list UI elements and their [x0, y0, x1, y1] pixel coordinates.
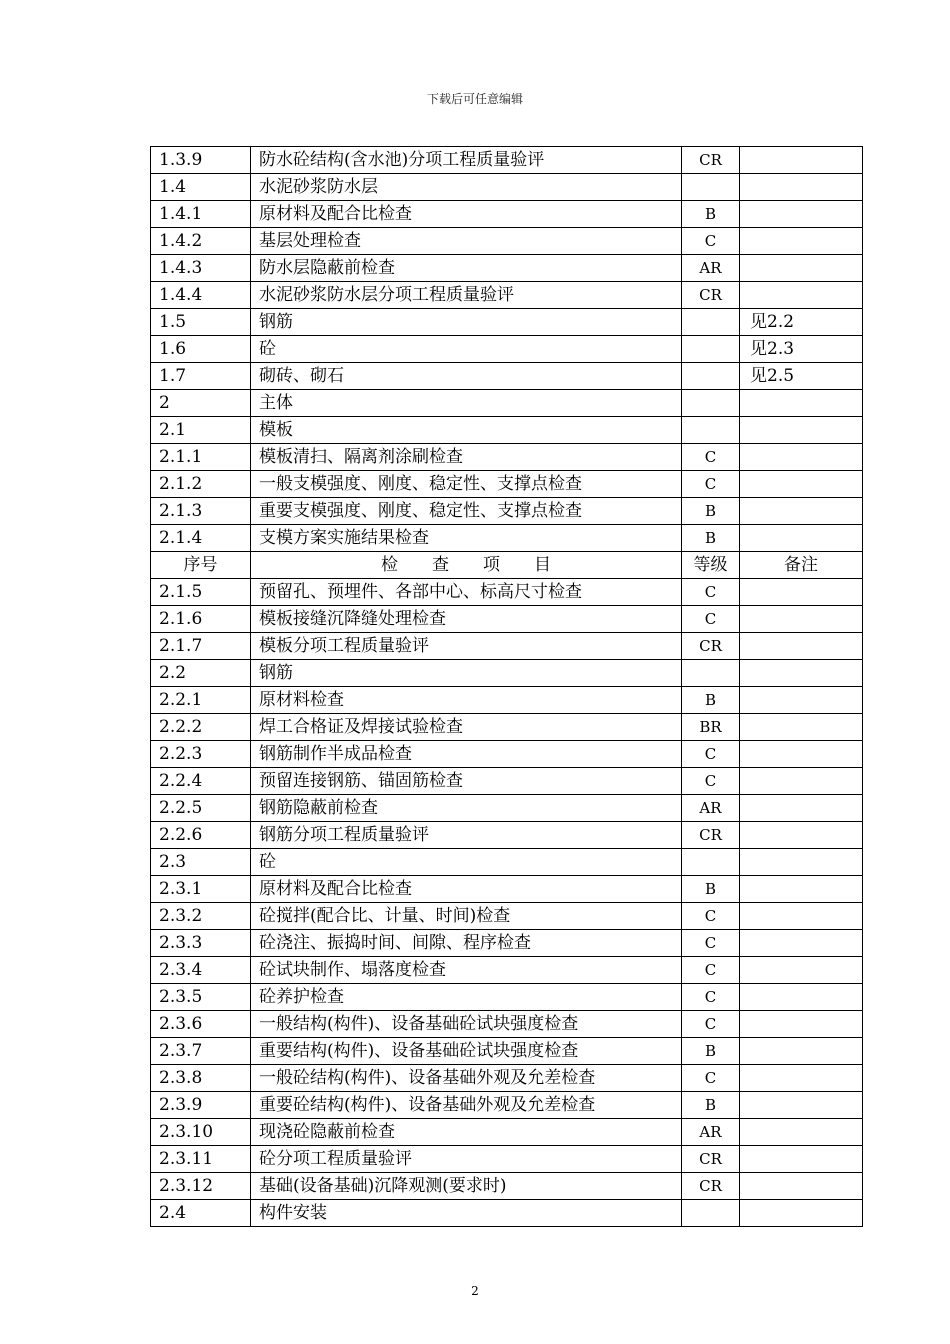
cell-grade: B: [682, 525, 740, 552]
cell-grade: [682, 417, 740, 444]
table-row: [151, 768, 863, 795]
cell-note: [740, 1119, 863, 1146]
cell-note: 见2.2: [740, 309, 863, 336]
cell-note: [740, 633, 863, 660]
cell-grade: C: [682, 606, 740, 633]
table-row: [151, 660, 863, 687]
cell-number: 2.1.5: [151, 579, 251, 606]
table-row: [151, 1200, 863, 1227]
cell-item: 主体: [251, 390, 682, 417]
table-row: [151, 903, 863, 930]
cell-item: 防水砼结构(含水池)分项工程质量验评: [251, 147, 682, 174]
cell-note: [740, 1200, 863, 1227]
cell-item: 水泥砂浆防水层分项工程质量验评: [251, 282, 682, 309]
table-row: [151, 309, 863, 336]
cell-number: 2.3.5: [151, 984, 251, 1011]
cell-number: 2.3.4: [151, 957, 251, 984]
cell-item: 模板清扫、隔离剂涂刷检查: [251, 444, 682, 471]
cell-item: 模板: [251, 417, 682, 444]
cell-grade: C: [682, 984, 740, 1011]
cell-number: 2.3.8: [151, 1065, 251, 1092]
cell-grade: [682, 849, 740, 876]
cell-item: 构件安装: [251, 1200, 682, 1227]
cell-number: 2.2.2: [151, 714, 251, 741]
cell-number: 2.1.7: [151, 633, 251, 660]
cell-item: 一般砼结构(构件)、设备基础外观及允差检查: [251, 1065, 682, 1092]
cell-note: [740, 768, 863, 795]
cell-grade: AR: [682, 1119, 740, 1146]
cell-item: 砼浇注、振捣时间、间隙、程序检查: [251, 930, 682, 957]
cell-number: 2.3.1: [151, 876, 251, 903]
table-row: [151, 741, 863, 768]
table-row: [151, 1119, 863, 1146]
cell-note: [740, 930, 863, 957]
cell-item: 砌砖、砌石: [251, 363, 682, 390]
cell-note: [740, 498, 863, 525]
cell-note: [740, 903, 863, 930]
table-row: [151, 687, 863, 714]
cell-item: 基础(设备基础)沉降观测(要求时): [251, 1173, 682, 1200]
cell-item: 一般结构(构件)、设备基础砼试块强度检查: [251, 1011, 682, 1038]
cell-grade: 等级: [682, 552, 740, 579]
cell-item: 砼养护检查: [251, 984, 682, 1011]
cell-item: 砼搅拌(配合比、计量、时间)检查: [251, 903, 682, 930]
cell-grade: C: [682, 1065, 740, 1092]
cell-number: 2.3.7: [151, 1038, 251, 1065]
table-row: [151, 822, 863, 849]
cell-note: [740, 1038, 863, 1065]
cell-note: [740, 1173, 863, 1200]
cell-number: 2.1.2: [151, 471, 251, 498]
cell-number: 2.2: [151, 660, 251, 687]
table-row: [151, 714, 863, 741]
cell-number: 2.3.12: [151, 1173, 251, 1200]
cell-grade: C: [682, 903, 740, 930]
table-body: [151, 147, 863, 1227]
cell-grade: CR: [682, 1146, 740, 1173]
cell-number: 1.7: [151, 363, 251, 390]
cell-number: 2.2.1: [151, 687, 251, 714]
cell-grade: B: [682, 876, 740, 903]
cell-item: 原材料及配合比检查: [251, 201, 682, 228]
table-row: [151, 849, 863, 876]
cell-item: 预留连接钢筋、锚固筋检查: [251, 768, 682, 795]
cell-number: 2: [151, 390, 251, 417]
cell-note: [740, 282, 863, 309]
table-row: [151, 984, 863, 1011]
cell-number: 2.3.10: [151, 1119, 251, 1146]
cell-grade: [682, 390, 740, 417]
table-row: [151, 1038, 863, 1065]
cell-note: [740, 147, 863, 174]
cell-item: 现浇砼隐蔽前检查: [251, 1119, 682, 1146]
table-header-row: [151, 552, 863, 579]
table-row: [151, 390, 863, 417]
cell-number: 2.1.3: [151, 498, 251, 525]
cell-number: 2.3.3: [151, 930, 251, 957]
cell-grade: C: [682, 1011, 740, 1038]
cell-note: [740, 471, 863, 498]
cell-item: 防水层隐蔽前检查: [251, 255, 682, 282]
cell-note: [740, 201, 863, 228]
cell-grade: C: [682, 579, 740, 606]
cell-note: [740, 228, 863, 255]
table-row: [151, 606, 863, 633]
table-row: [151, 633, 863, 660]
cell-note: [740, 822, 863, 849]
cell-number: 1.4.4: [151, 282, 251, 309]
cell-note: 见2.5: [740, 363, 863, 390]
cell-note: [740, 606, 863, 633]
cell-grade: [682, 1200, 740, 1227]
cell-grade: CR: [682, 633, 740, 660]
cell-number: 序号: [151, 552, 251, 579]
table-row: [151, 525, 863, 552]
cell-number: 2.3: [151, 849, 251, 876]
cell-grade: C: [682, 228, 740, 255]
cell-item: 水泥砂浆防水层: [251, 174, 682, 201]
cell-note: [740, 174, 863, 201]
cell-note: [740, 795, 863, 822]
table-row: [151, 201, 863, 228]
table-row: [151, 147, 863, 174]
table-row: [151, 498, 863, 525]
table-row: [151, 417, 863, 444]
table-row: [151, 876, 863, 903]
cell-number: 2.3.2: [151, 903, 251, 930]
cell-item: 检 查 项 目: [251, 552, 682, 579]
cell-item: 钢筋分项工程质量验评: [251, 822, 682, 849]
cell-number: 2.3.6: [151, 1011, 251, 1038]
table-row: [151, 579, 863, 606]
cell-grade: AR: [682, 795, 740, 822]
cell-number: 2.1: [151, 417, 251, 444]
cell-note: 备注: [740, 552, 863, 579]
cell-number: 2.2.3: [151, 741, 251, 768]
cell-number: 2.2.5: [151, 795, 251, 822]
table-row: [151, 1173, 863, 1200]
cell-note: [740, 1146, 863, 1173]
cell-note: [740, 525, 863, 552]
cell-grade: C: [682, 957, 740, 984]
cell-item: 钢筋: [251, 309, 682, 336]
cell-grade: C: [682, 471, 740, 498]
table-row: [151, 1092, 863, 1119]
cell-number: 2.3.11: [151, 1146, 251, 1173]
cell-grade: C: [682, 444, 740, 471]
cell-grade: CR: [682, 147, 740, 174]
cell-item: 模板分项工程质量验评: [251, 633, 682, 660]
cell-item: 钢筋: [251, 660, 682, 687]
table-row: [151, 228, 863, 255]
table-row: [151, 336, 863, 363]
table-row: [151, 1011, 863, 1038]
cell-grade: C: [682, 768, 740, 795]
table-row: [151, 795, 863, 822]
table-row: [151, 363, 863, 390]
cell-item: 钢筋制作半成品检查: [251, 741, 682, 768]
cell-note: [740, 1065, 863, 1092]
cell-number: 2.1.4: [151, 525, 251, 552]
cell-grade: CR: [682, 1173, 740, 1200]
cell-note: [740, 741, 863, 768]
table-row: [151, 282, 863, 309]
cell-note: [740, 957, 863, 984]
cell-note: [740, 444, 863, 471]
cell-note: [740, 1011, 863, 1038]
table-row: [151, 471, 863, 498]
cell-note: 见2.3: [740, 336, 863, 363]
cell-grade: [682, 174, 740, 201]
cell-note: [740, 984, 863, 1011]
cell-note: [740, 714, 863, 741]
cell-note: [740, 876, 863, 903]
cell-grade: B: [682, 498, 740, 525]
cell-note: [740, 849, 863, 876]
table-row: [151, 174, 863, 201]
cell-number: 1.5: [151, 309, 251, 336]
cell-number: 2.4: [151, 1200, 251, 1227]
cell-number: 1.3.9: [151, 147, 251, 174]
cell-item: 焊工合格证及焊接试验检查: [251, 714, 682, 741]
cell-item: 原材料及配合比检查: [251, 876, 682, 903]
cell-note: [740, 417, 863, 444]
table-row: [151, 444, 863, 471]
cell-grade: AR: [682, 255, 740, 282]
cell-grade: C: [682, 741, 740, 768]
cell-note: [740, 1092, 863, 1119]
cell-number: 2.3.9: [151, 1092, 251, 1119]
table-row: [151, 957, 863, 984]
cell-number: 1.4.3: [151, 255, 251, 282]
cell-item: 预留孔、预埋件、各部中心、标高尺寸检查: [251, 579, 682, 606]
cell-number: 2.2.6: [151, 822, 251, 849]
cell-grade: CR: [682, 282, 740, 309]
cell-item: 钢筋隐蔽前检查: [251, 795, 682, 822]
cell-item: 重要结构(构件)、设备基础砼试块强度检查: [251, 1038, 682, 1065]
inspection-table: [150, 146, 863, 1227]
cell-item: 重要砼结构(构件)、设备基础外观及允差检查: [251, 1092, 682, 1119]
cell-number: 2.1.6: [151, 606, 251, 633]
cell-item: 支模方案实施结果检查: [251, 525, 682, 552]
cell-item: 砼: [251, 849, 682, 876]
page-number: 2: [471, 1284, 479, 1298]
cell-grade: [682, 660, 740, 687]
cell-grade: B: [682, 687, 740, 714]
table-row: [151, 1065, 863, 1092]
cell-item: 模板接缝沉降缝处理检查: [251, 606, 682, 633]
cell-grade: CR: [682, 822, 740, 849]
table-row: [151, 930, 863, 957]
cell-grade: [682, 363, 740, 390]
cell-number: 1.4: [151, 174, 251, 201]
cell-item: 砼: [251, 336, 682, 363]
cell-grade: C: [682, 930, 740, 957]
cell-note: [740, 660, 863, 687]
cell-item: 基层处理检查: [251, 228, 682, 255]
cell-item: 砼分项工程质量验评: [251, 1146, 682, 1173]
cell-number: 1.4.1: [151, 201, 251, 228]
cell-note: [740, 255, 863, 282]
cell-item: 重要支模强度、刚度、稳定性、支撑点检查: [251, 498, 682, 525]
cell-note: [740, 687, 863, 714]
cell-number: 2.1.1: [151, 444, 251, 471]
cell-item: 一般支模强度、刚度、稳定性、支撑点检查: [251, 471, 682, 498]
cell-item: 原材料检查: [251, 687, 682, 714]
header-note: 下载后可任意编辑: [426, 92, 523, 106]
cell-grade: B: [682, 1092, 740, 1119]
cell-grade: [682, 309, 740, 336]
cell-item: 砼试块制作、塌落度检查: [251, 957, 682, 984]
cell-grade: BR: [682, 714, 740, 741]
cell-grade: [682, 336, 740, 363]
cell-note: [740, 579, 863, 606]
table-row: [151, 1146, 863, 1173]
cell-number: 1.4.2: [151, 228, 251, 255]
cell-grade: B: [682, 1038, 740, 1065]
cell-grade: B: [682, 201, 740, 228]
cell-number: 2.2.4: [151, 768, 251, 795]
cell-number: 1.6: [151, 336, 251, 363]
table-row: [151, 255, 863, 282]
cell-note: [740, 390, 863, 417]
